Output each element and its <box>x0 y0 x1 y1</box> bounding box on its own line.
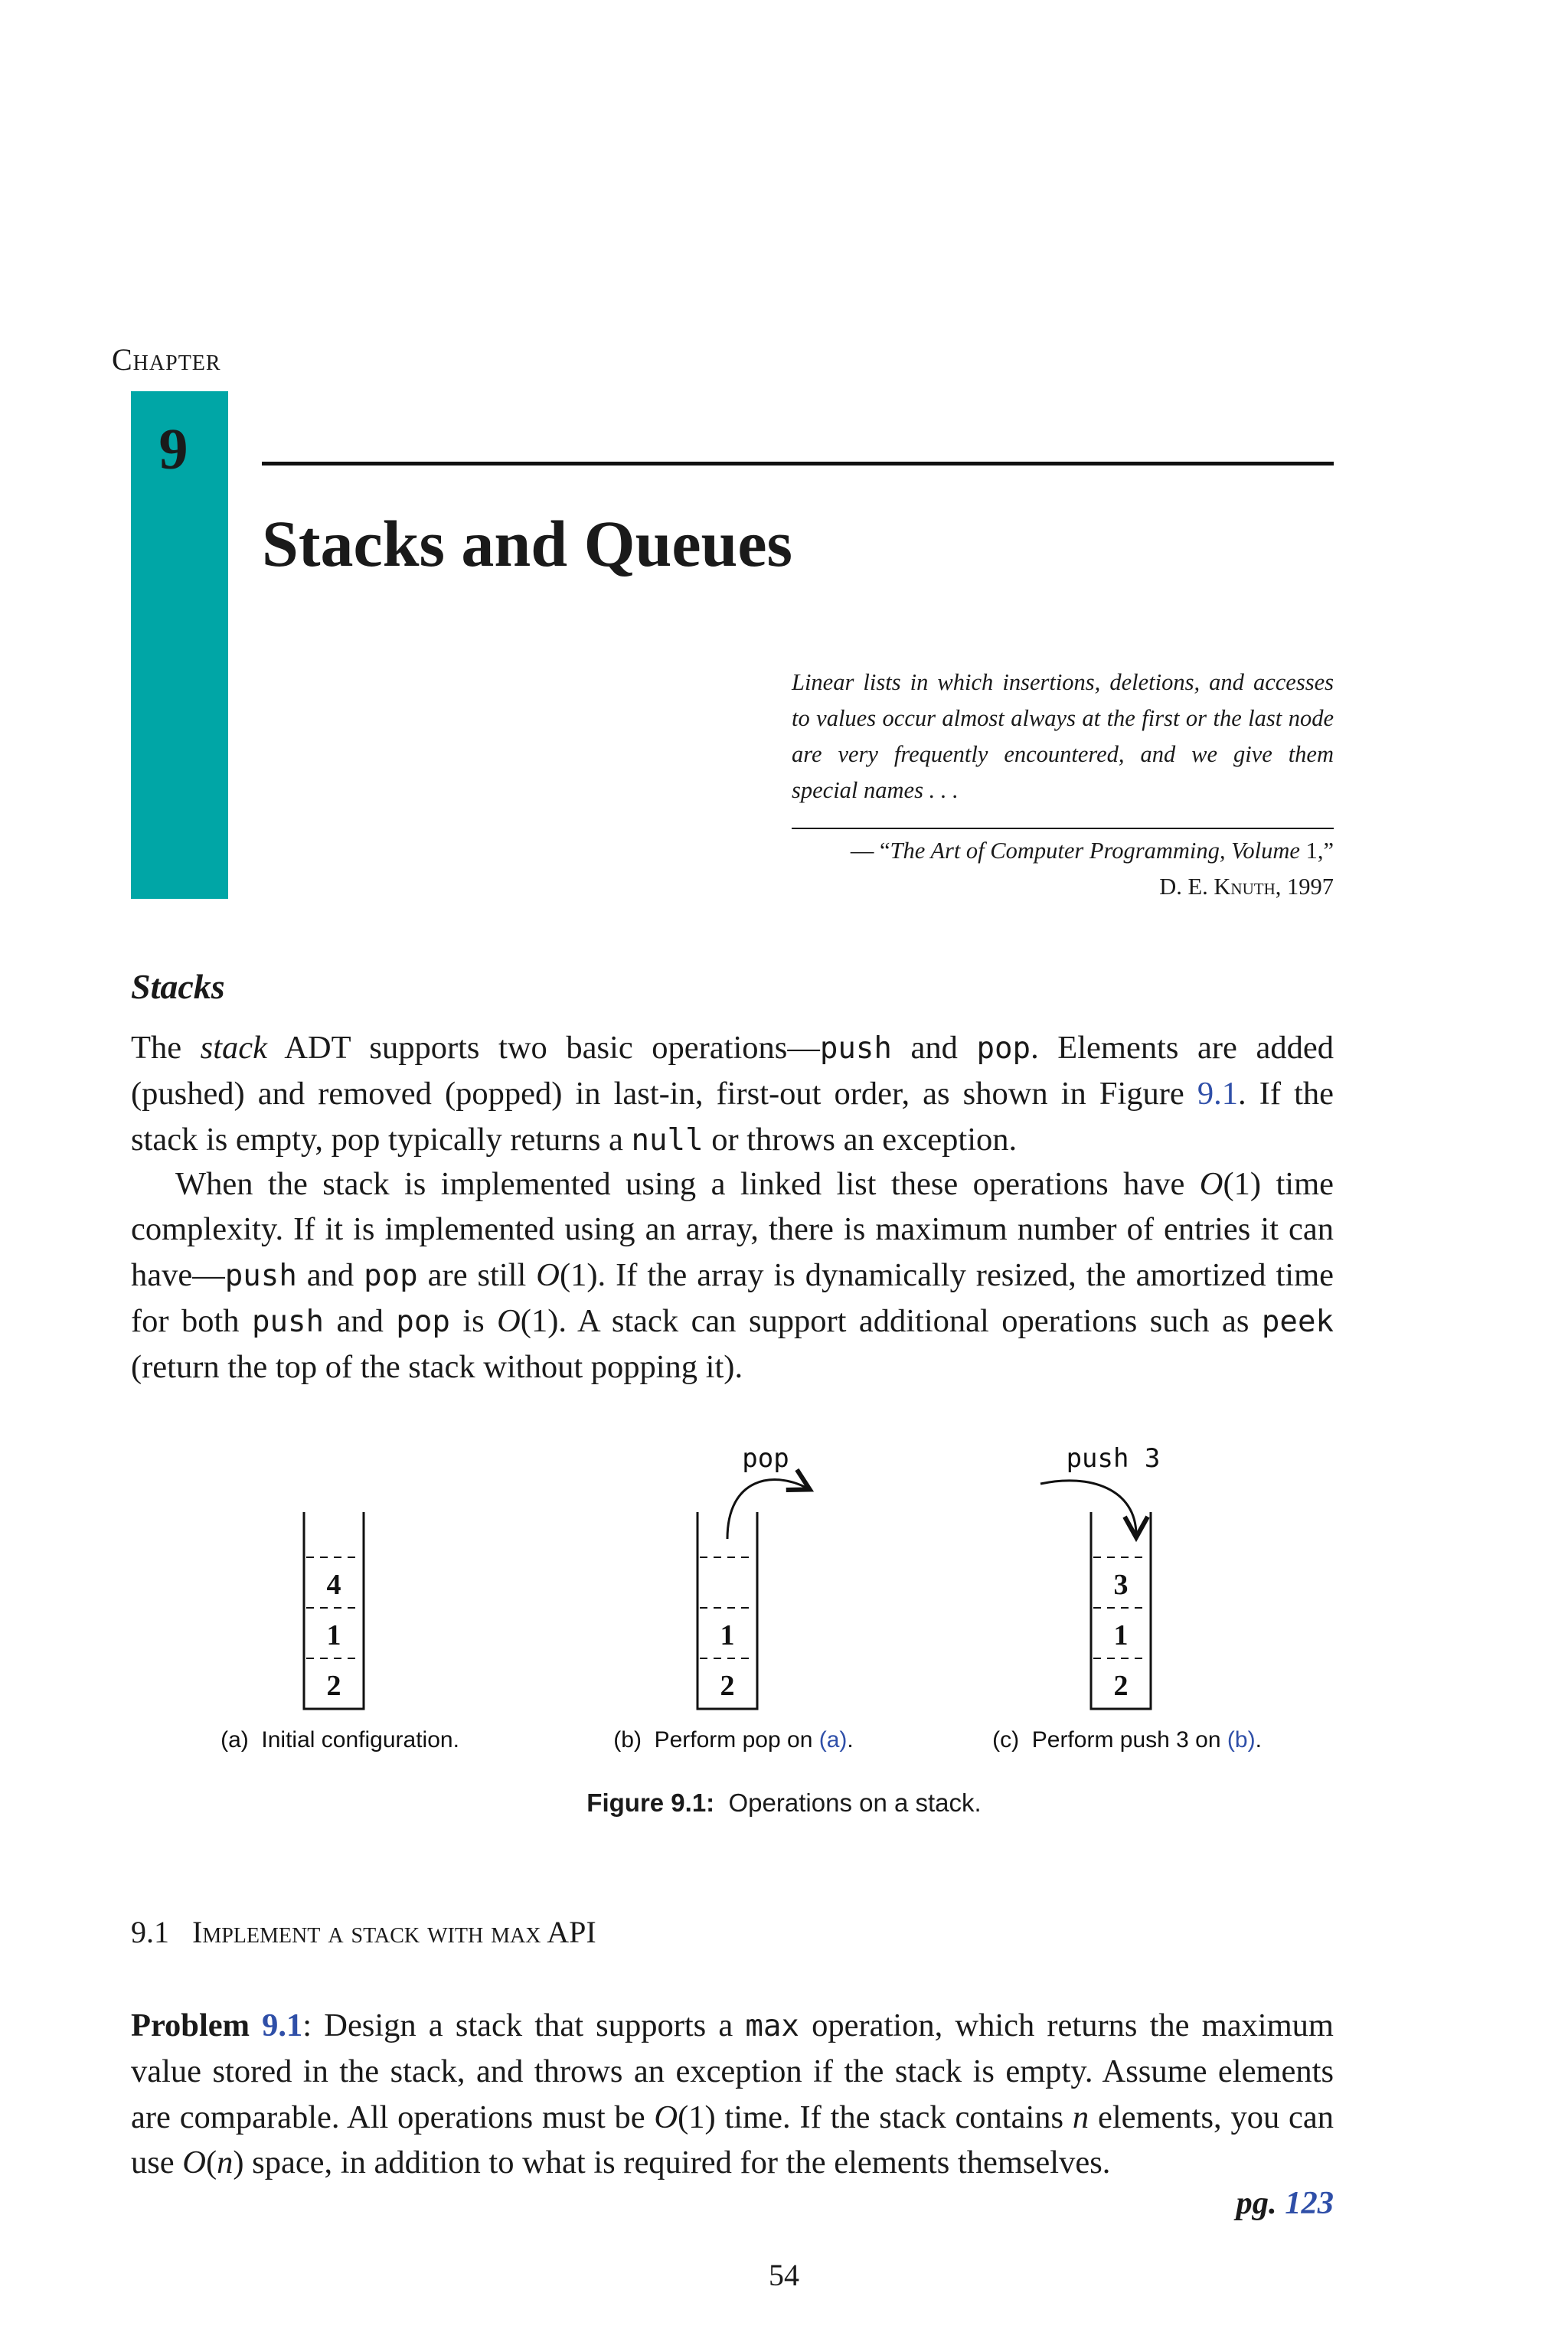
paragraph-stack-adt: The stack ADT supports two basic operations—push and pop. Elements are added (pushed) and removed (popped) in last-in, first-out order, as shown in Figure 9.1. If the stack is empty, pop typically returns a null or throws an exception. <box>131 1030 1334 1158</box>
push-arrow <box>1040 1481 1136 1535</box>
page-number: 54 <box>769 2258 799 2292</box>
problem-link[interactable]: 9.1 <box>262 2007 303 2043</box>
problem-page-reference[interactable]: pg. 123 <box>1236 2185 1334 2221</box>
subfigure-caption-a: (a) Initial configuration. <box>220 1727 459 1753</box>
paragraph-complexity: When the stack is implemented using a linked list these operations have O(1) time complexity. If it is implemented using an array, there is maximum number of entries it can have—push and pop are still O(1). If the array is dynamically resized, the amortized time for both push and pop is O(1). A stack can support additional operations such as peek (return the top of the stack without popping it). <box>131 1166 1334 1386</box>
operation-label: push 3 <box>1066 1443 1161 1474</box>
section-heading-stacks: Stacks <box>131 967 225 1006</box>
figure-link[interactable]: 9.1 <box>1197 1076 1238 1112</box>
stack-cell-value: 2 <box>1113 1670 1129 1702</box>
pop-arrow <box>727 1480 808 1539</box>
figure-caption: Figure 9.1: Operations on a stack. <box>586 1788 982 1817</box>
subfigure-caption-b: (b) Perform pop on (a). <box>613 1727 854 1753</box>
epigraph-source: — “The Art of Computer Programming, Volume 1,” <box>850 838 1334 864</box>
stack-cell-value: 3 <box>1113 1569 1129 1601</box>
subfigure-link[interactable]: (b) <box>1227 1727 1256 1753</box>
epigraph-quote: Linear lists in which insertions, deletions, and accesses to values occur almost always at the first or the last node are very frequently encountered, and we give them special names . . . <box>792 669 1334 803</box>
stack-panel-a <box>220 1512 459 1753</box>
stack-cell-value: 2 <box>326 1670 341 1702</box>
stack-cell-value: 1 <box>1113 1619 1129 1651</box>
subfigure-caption-c: (c) Perform push 3 on (b). <box>992 1727 1262 1753</box>
chapter-number: 9 <box>158 417 188 482</box>
title-rule <box>262 462 1334 466</box>
stack-panel-b <box>613 1443 853 1753</box>
stack-cell-value: 2 <box>720 1670 735 1702</box>
stack-operations-figure <box>0 1424 1568 1776</box>
stack-cell-value: 1 <box>720 1619 735 1651</box>
epigraph-rule <box>792 828 1334 829</box>
chapter-label: Chapter <box>112 342 221 377</box>
subfigure-link[interactable]: (a) <box>818 1727 848 1753</box>
chapter-title: Stacks and Queues <box>262 507 792 580</box>
stack-cell-value: 4 <box>326 1569 341 1601</box>
section-heading-9-1: 9.1 Implement a stack with max API <box>131 1915 596 1949</box>
stack-cell-value: 1 <box>326 1619 341 1651</box>
problem-statement: Problem 9.1: Design a stack that supports a max operation, which returns the maximum value stored in the stack, and throws an exception if the stack is empty. Assume elements are comparable. All operations must be O(1) time. If the stack contains n elements, you can use O(n) space, in addition to what is required for the elements themselves. <box>131 2007 1334 2180</box>
epigraph-author: D. E. Knuth, 1997 <box>1159 874 1334 900</box>
stack-panel-c <box>992 1443 1262 1753</box>
operation-label: pop <box>742 1443 789 1474</box>
